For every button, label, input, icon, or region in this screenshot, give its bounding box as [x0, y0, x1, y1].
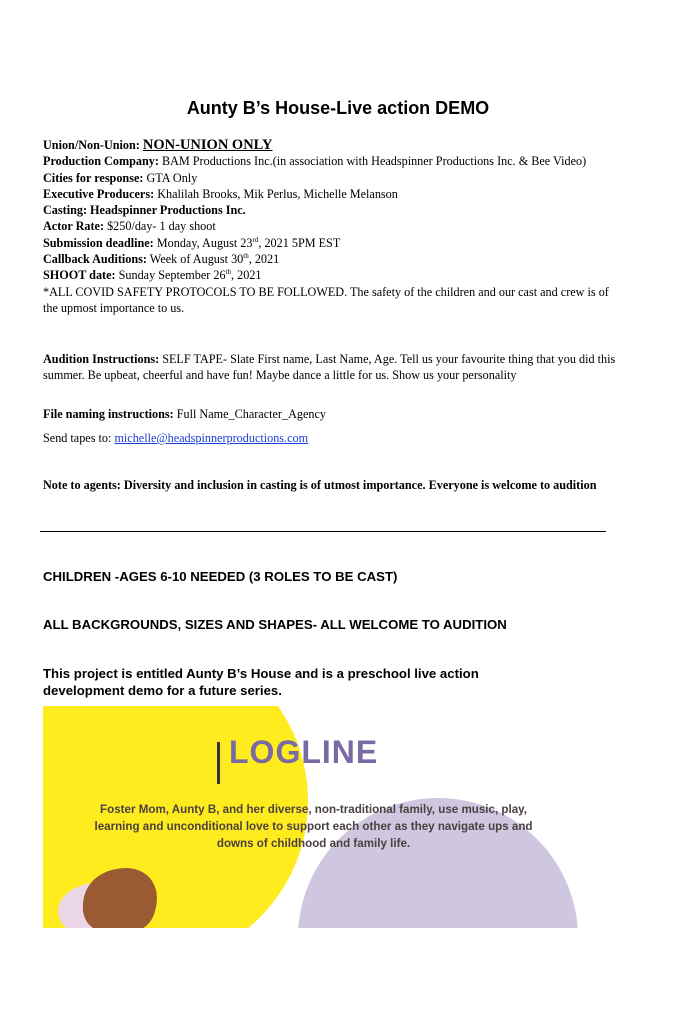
callback-value-end: , 2021: [248, 252, 280, 267]
covid-note: *ALL COVID SAFETY PROTOCOLS TO BE FOLLOWED. The safety of the children and our cast and crew is of the upmost importance to us.: [43, 284, 609, 315]
callback-line: [43, 251, 623, 267]
shoot-date-line: [43, 267, 623, 283]
cities-line: [43, 170, 623, 186]
actor-rate-value: $250/day- 1 day shoot: [104, 219, 216, 234]
production-line: [43, 153, 623, 169]
agents-note-block: [43, 477, 623, 493]
deadline-line: [43, 235, 623, 251]
callback-suffix: th: [243, 252, 249, 261]
shoot-date-value: Sunday September 26: [115, 268, 226, 283]
union-value: NON-UNION ONLY: [142, 137, 273, 153]
shoot-date-suffix: th: [225, 268, 232, 277]
backgrounds-heading: ALL BACKGROUNDS, SIZES AND SHAPES- ALL WELCOME TO AUDITION: [43, 617, 507, 632]
logline-title: LOGLINE: [229, 734, 379, 770]
section-divider: [40, 531, 606, 532]
exec-producers-label: Executive Producers:: [43, 186, 155, 201]
deadline-value-end: , 2021 5PM EST: [258, 235, 341, 250]
audition-instructions: [43, 351, 623, 384]
union-label: Union/Non-Union:: [43, 138, 140, 152]
file-naming: [43, 406, 623, 422]
union-line: [43, 137, 623, 153]
document-title: Aunty B’s House-Live action DEMO: [186, 98, 490, 118]
send-tapes-label: Send tapes to:: [43, 431, 115, 445]
deadline-label: Submission deadline:: [43, 235, 154, 250]
file-naming-value: Full Name_Character_Agency: [173, 407, 326, 421]
actor-rate-line: [43, 218, 623, 234]
production-details: [43, 137, 623, 316]
logline-panel: [43, 706, 587, 928]
exec-producers-value: Khalilah Brooks, Mik Perlus, Michelle Melanson: [154, 186, 398, 201]
cities-label: Cities for response:: [43, 170, 144, 185]
casting-text: Casting: Headspinner Productions Inc.: [43, 203, 246, 218]
actor-rate-label: Actor Rate:: [43, 219, 105, 234]
logline-text: Foster Mom, Aunty B, and her diverse, non-traditional family, use music, play, learning and unconditional love to support each other as they navigate ups and downs of childhood and family life.: [94, 803, 533, 850]
children-heading: CHILDREN -AGES 6-10 NEEDED (3 ROLES TO BE CAST): [43, 569, 398, 584]
callback-value: Week of August 30: [146, 252, 244, 267]
project-intro: This project is entitled Aunty B’s House and is a preschool live action development demo for a future series.: [43, 666, 479, 698]
exec-producers-line: [43, 186, 623, 202]
cities-value: GTA Only: [143, 170, 198, 185]
casting-line: [43, 202, 623, 218]
production-value: BAM Productions Inc.(in association with Headspinner Productions Inc. & Bee Video): [158, 154, 587, 169]
deadline-suffix: rd: [252, 235, 259, 244]
audition-instructions-value: SELF TAPE- Slate First name, Last Name, Age. Tell us your favourite thing that you did this summer. Be upbeat, cheerful and have fun! Maybe dance a little for us. Show us your personality: [43, 352, 616, 383]
shoot-date-label: SHOOT date:: [43, 268, 116, 283]
callback-label: Callback Auditions:: [43, 252, 147, 267]
shoot-date-value-end: , 2021: [231, 268, 262, 283]
audition-instructions-label: Audition Instructions:: [43, 352, 160, 366]
agents-note: Note to agents: Diversity and inclusion in casting is of utmost importance. Everyone is welcome to audition: [43, 478, 597, 492]
logline-divider-mark: [217, 742, 220, 784]
deadline-value: Monday, August 23: [153, 235, 253, 250]
email-link[interactable]: michelle@headspinnerproductions.com: [114, 431, 309, 445]
production-label: Production Company:: [43, 154, 159, 169]
send-tapes: [43, 430, 623, 446]
file-naming-label: File naming instructions:: [43, 407, 174, 421]
